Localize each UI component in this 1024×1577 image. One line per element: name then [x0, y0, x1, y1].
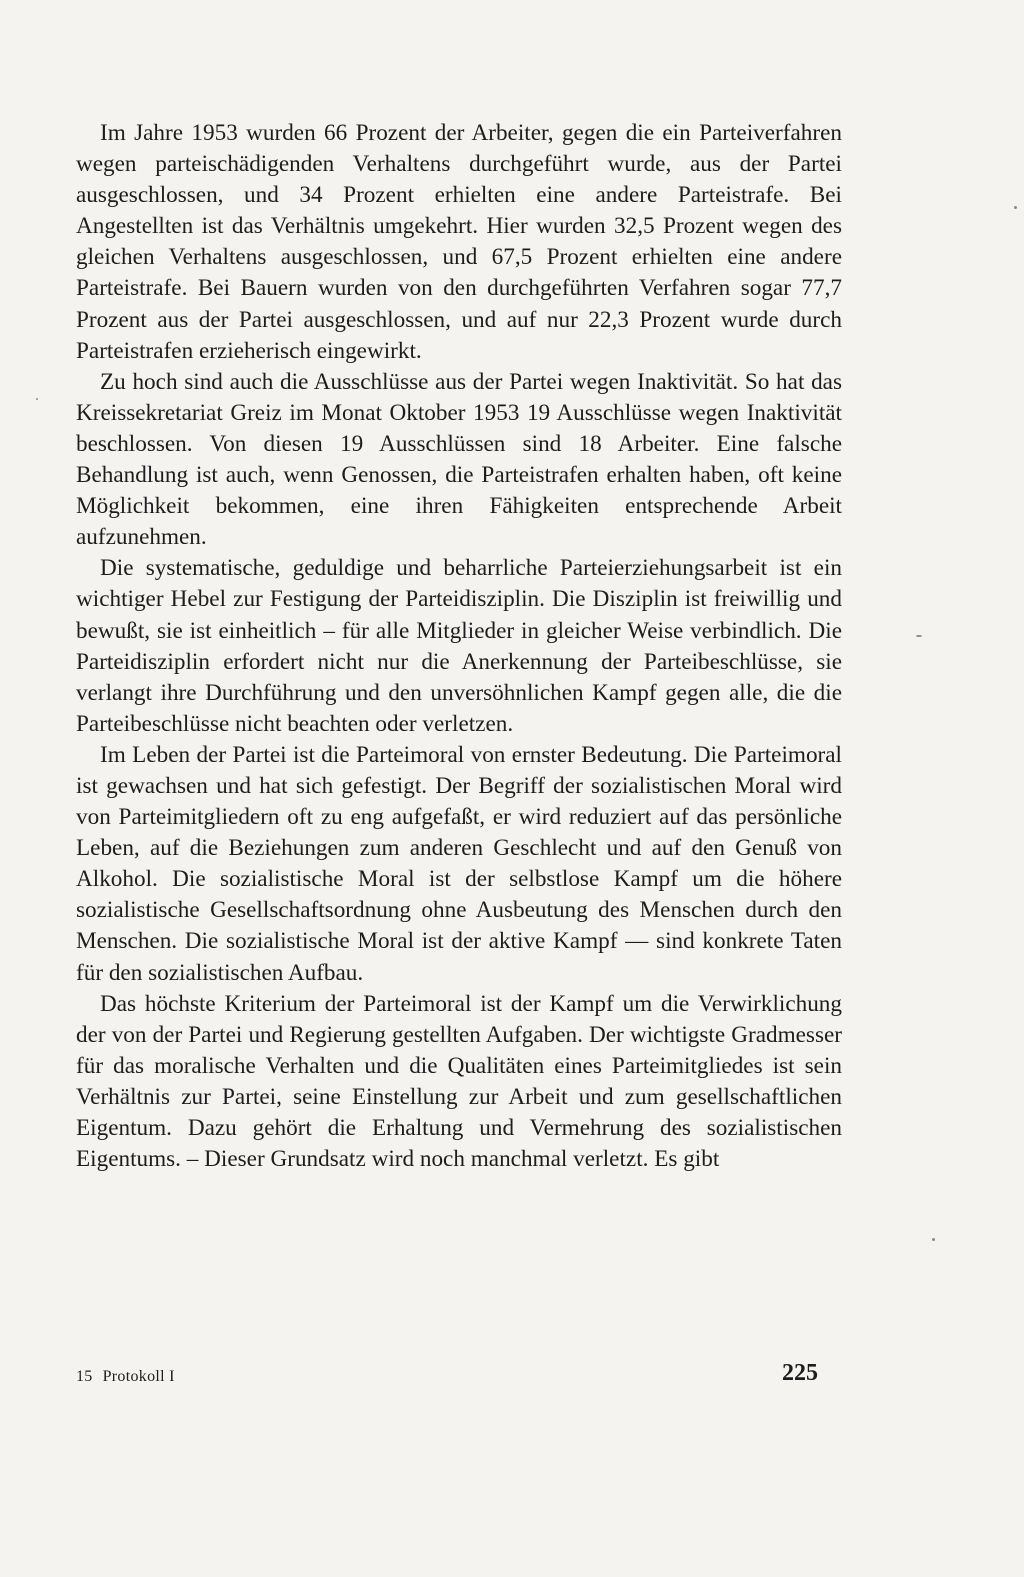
page-number: 225 — [782, 1360, 818, 1386]
footer-signature — [76, 1368, 175, 1386]
paper-speck — [932, 1238, 935, 1241]
paragraph-3: Die systematische, geduldige und beharrliche Parteierziehungsarbeit ist ein wichtiger Hebel zur Festigung der Parteidisziplin. Die Disziplin ist freiwillig und bewußt, sie ist einheitlich – für alle Mitglieder in gleicher Weise verbindlich. Die Parteidisziplin erfordert nicht nur die Anerkennung der Parteibeschlüsse, sie verlangt ihre Durchführung und den unversöhnlichen Kampf gegen alle, die die Parteibeschlüsse nicht beachten oder verletzen. — [76, 555, 842, 737]
signature-number: 15 — [76, 1368, 93, 1385]
paper-speck — [1014, 206, 1017, 209]
paragraph-1: Im Jahre 1953 wurden 66 Prozent der Arbeiter, gegen die ein Parteiverfahren wegen parteischädigenden Verhaltens durchgeführt wurde, aus der Partei ausgeschlossen, und 34 Prozent erhielten eine andere Parteistrafe. Bei Angestellten ist das Verhältnis umgekehrt. Hier wurden 32,5 Prozent wegen des gleichen Verhaltens ausgeschlossen, und 67,5 Prozent erhielten eine andere Parteistrafe. Bei Bauern wurden von den durchgeführten Verfahren sogar 77,7 Prozent aus der Partei ausgeschlossen, und auf nur 22,3 Prozent wurde durch Parteistrafen erzieherisch eingewirkt. — [76, 120, 842, 364]
paragraph-5: Das höchste Kriterium der Parteimoral ist der Kampf um die Verwirklichung der von der Partei und Regierung gestellten Aufgaben. Der wichtigste Gradmesser für das moralische Verhalten und die Qualitäten eines Parteimitgliedes ist sein Verhältnis zur Partei, seine Einstellung zur Arbeit und zum gesellschaftlichen Eigentum. Dazu gehört die Erhaltung und Vermehrung des sozialistischen Eigentums. – Dieser Grundsatz wird noch manchmal verletzt. Es gibt — [76, 990, 842, 1173]
paragraph-2: Zu hoch sind auch die Ausschlüsse aus der Partei wegen Inaktivität. So hat das Kreissekretariat Greiz im Monat Oktober 1953 19 Ausschlüsse wegen Inaktivität beschlossen. Von diesen 19 Ausschlüssen sind 18 Arbeiter. Eine falsche Behandlung ist auch, wenn Genossen, die Parteistrafen erhalten haben, oft keine Möglichkeit bekommen, eine ihren Fähigkeiten entsprechende Arbeit aufzunehmen. — [76, 368, 842, 551]
paper-speck — [916, 635, 922, 637]
footer-title: Protokoll I — [102, 1368, 175, 1385]
paragraph-4: Im Leben der Partei ist die Parteimoral von ernster Bedeutung. Die Parteimoral ist gewachsen und hat sich gefestigt. Der Begriff der sozialistischen Moral wird von Parteimitgliedern oft zu eng aufgefaßt, er wird reduziert auf das persönliche Leben, auf die Beziehungen zum anderen Geschlecht und auf den Genuß von Alkohol. Die sozialistische Moral ist der selbstlose Kampf um die höhere sozialistische Gesellschaftsordnung ohne Ausbeutung des Menschen durch den Menschen. Die sozialistische Moral ist der aktive Kampf — sind konkrete Taten für den sozialistischen Aufbau. — [76, 741, 842, 986]
paper-speck — [36, 398, 38, 400]
body-text — [76, 118, 842, 1175]
